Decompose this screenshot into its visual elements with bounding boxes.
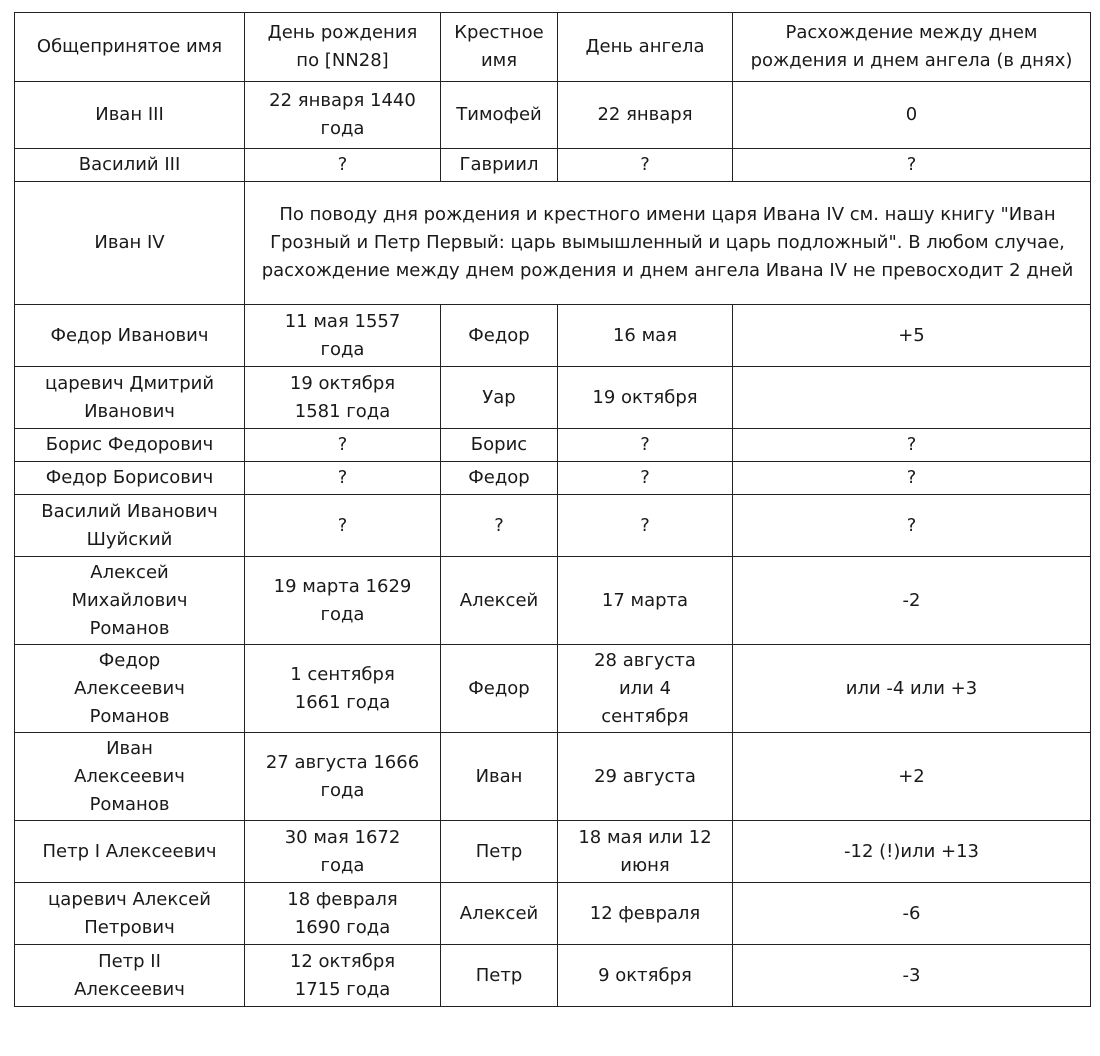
cell-birthday: ? <box>245 429 441 462</box>
header-angel-day: День ангела <box>558 13 733 82</box>
cell-difference: -12 (!)или +13 <box>733 821 1091 883</box>
table-row <box>15 305 1091 367</box>
cell-name: Алексей Михайлович Романов <box>15 557 245 645</box>
table-row <box>15 495 1091 557</box>
cell-name: Федор Иванович <box>15 305 245 367</box>
table-row <box>15 821 1091 883</box>
cell-difference: +5 <box>733 305 1091 367</box>
table-row <box>15 429 1091 462</box>
cell-difference: 0 <box>733 82 1091 149</box>
cell-baptismal-name: Уар <box>441 367 558 429</box>
table-row <box>15 945 1091 1007</box>
cell-birthday: 1 сентября 1661 года <box>245 645 441 733</box>
cell-birthday: 18 февраля 1690 года <box>245 883 441 945</box>
cell-birthday: 12 октября 1715 года <box>245 945 441 1007</box>
cell-name: Федор Алексеевич Романов <box>15 645 245 733</box>
cell-baptismal-name: Федор <box>441 305 558 367</box>
cell-baptismal-name: Федор <box>441 645 558 733</box>
header-difference: Расхождение между днем рождения и днем ангела (в днях) <box>733 13 1091 82</box>
cell-angel-day: 28 августа или 4 сентября <box>558 645 733 733</box>
cell-birthday: 19 марта 1629 года <box>245 557 441 645</box>
cell-baptismal-name: ? <box>441 495 558 557</box>
cell-difference: -3 <box>733 945 1091 1007</box>
cell-name: царевич Алексей Петрович <box>15 883 245 945</box>
cell-angel-day: ? <box>558 429 733 462</box>
cell-angel-day: 17 марта <box>558 557 733 645</box>
cell-baptismal-name: Алексей <box>441 557 558 645</box>
header-birthday: День рождения по [NN28] <box>245 13 441 82</box>
table-row <box>15 557 1091 645</box>
cell-name: Петр II Алексеевич <box>15 945 245 1007</box>
cell-name: Иван IV <box>15 182 245 305</box>
cell-baptismal-name: Иван <box>441 733 558 821</box>
cell-name: Федор Борисович <box>15 462 245 495</box>
cell-birthday: ? <box>245 462 441 495</box>
cell-name: Борис Федорович <box>15 429 245 462</box>
cell-difference: ? <box>733 429 1091 462</box>
cell-name: Иван Алексеевич Романов <box>15 733 245 821</box>
cell-ivan-iv-note: По поводу дня рождения и крестного имени царя Ивана IV см. нашу книгу "Иван Грозный и Петр Первый: царь вымышленный и царь подложный". В любом случае, расхождение между днем рождения и днем ангела Ивана IV не превосходит 2 дней <box>245 182 1091 305</box>
cell-birthday: 30 мая 1672 года <box>245 821 441 883</box>
cell-difference: или -4 или +3 <box>733 645 1091 733</box>
cell-name: Василий III <box>15 149 245 182</box>
cell-baptismal-name: Петр <box>441 945 558 1007</box>
cell-birthday: 22 января 1440 года <box>245 82 441 149</box>
table-row <box>15 645 1091 733</box>
header-common-name: Общепринятое имя <box>15 13 245 82</box>
table-row <box>15 367 1091 429</box>
cell-baptismal-name: Тимофей <box>441 82 558 149</box>
cell-name: царевич Дмитрий Иванович <box>15 367 245 429</box>
cell-baptismal-name: Гавриил <box>441 149 558 182</box>
cell-angel-day: 9 октября <box>558 945 733 1007</box>
cell-baptismal-name: Алексей <box>441 883 558 945</box>
cell-difference: ? <box>733 462 1091 495</box>
cell-birthday: 27 августа 1666 года <box>245 733 441 821</box>
table-row <box>15 733 1091 821</box>
cell-angel-day: 12 февраля <box>558 883 733 945</box>
cell-angel-day: 22 января <box>558 82 733 149</box>
table-row <box>15 82 1091 149</box>
cell-angel-day: ? <box>558 495 733 557</box>
cell-difference: ? <box>733 149 1091 182</box>
cell-difference: ? <box>733 495 1091 557</box>
cell-birthday: ? <box>245 495 441 557</box>
tsars-angel-day-table <box>14 12 1091 1007</box>
cell-difference: -6 <box>733 883 1091 945</box>
cell-baptismal-name: Федор <box>441 462 558 495</box>
cell-angel-day: ? <box>558 462 733 495</box>
cell-difference <box>733 367 1091 429</box>
cell-angel-day: 16 мая <box>558 305 733 367</box>
header-baptismal-name: Крестное имя <box>441 13 558 82</box>
cell-name: Иван III <box>15 82 245 149</box>
cell-angel-day: 18 мая или 12 июня <box>558 821 733 883</box>
header-row <box>15 13 1091 82</box>
cell-difference: -2 <box>733 557 1091 645</box>
cell-angel-day: 19 октября <box>558 367 733 429</box>
cell-birthday: 11 мая 1557 года <box>245 305 441 367</box>
table-row <box>15 883 1091 945</box>
cell-baptismal-name: Борис <box>441 429 558 462</box>
table-row <box>15 149 1091 182</box>
cell-angel-day: 29 августа <box>558 733 733 821</box>
cell-name: Василий Иванович Шуйский <box>15 495 245 557</box>
cell-angel-day: ? <box>558 149 733 182</box>
table-row <box>15 182 1091 305</box>
cell-birthday: ? <box>245 149 441 182</box>
table-row <box>15 462 1091 495</box>
cell-baptismal-name: Петр <box>441 821 558 883</box>
cell-difference: +2 <box>733 733 1091 821</box>
cell-name: Петр I Алексеевич <box>15 821 245 883</box>
cell-birthday: 19 октября 1581 года <box>245 367 441 429</box>
